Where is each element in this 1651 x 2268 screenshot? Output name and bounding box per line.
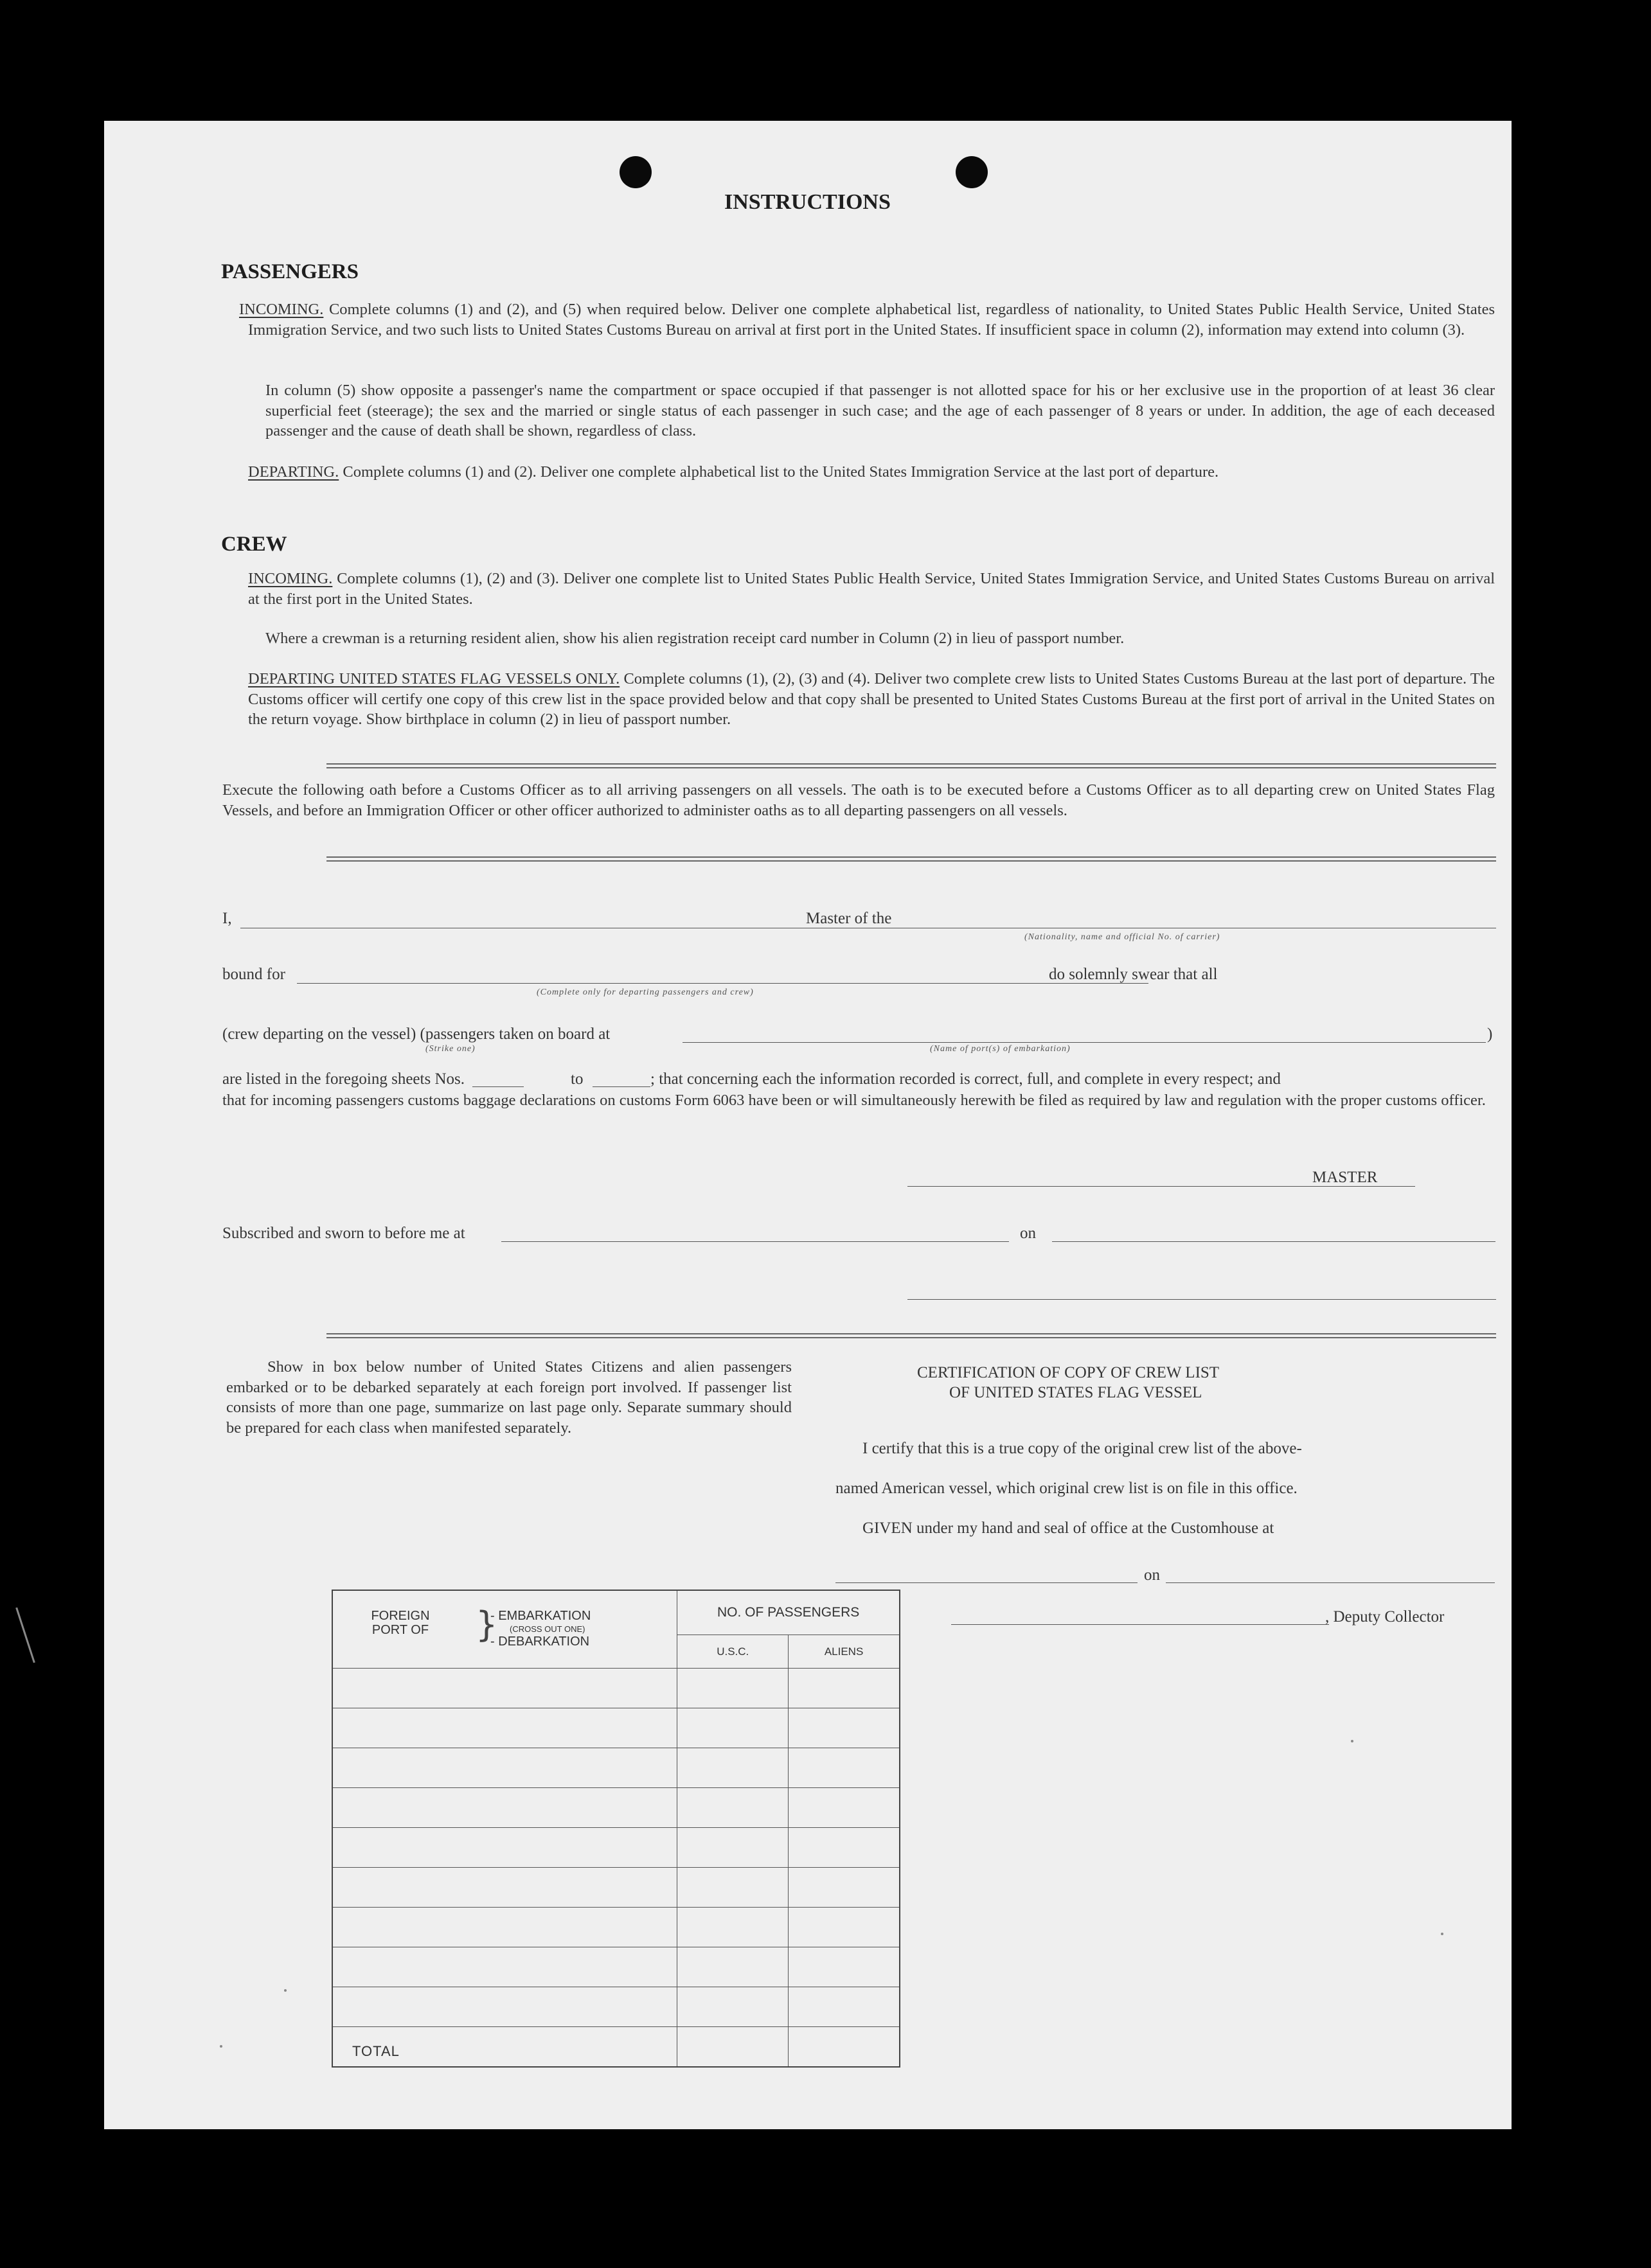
- summary-instructions: Show in box below number of United States Citizens and alien passengers embarked or to be debarked separately at each foreign port involved. If passenger list consists of more than one page, summarize on last page only. Separate summary should be prepared for each class when manifested separately.: [226, 1358, 792, 1437]
- total-usc-cell[interactable]: [677, 2027, 789, 2067]
- aliens-cell[interactable]: [789, 1748, 900, 1788]
- crew-incoming-label: INCOMING.: [248, 570, 333, 587]
- usc-cell[interactable]: [677, 1828, 789, 1868]
- aliens-cell[interactable]: [789, 1669, 900, 1708]
- oath-i-label: I,: [222, 910, 232, 927]
- passengers-incoming-text: [239, 299, 1495, 340]
- brace-icon: }: [476, 1604, 498, 1645]
- cross-out-label: (CROSS OUT ONE): [510, 1624, 585, 1634]
- port-cell[interactable]: [332, 1828, 677, 1868]
- crew-departing-option: (crew departing on the vessel) (passengers taken on board at: [222, 1025, 611, 1043]
- crew-departing-text: [248, 669, 1495, 730]
- port-cell[interactable]: [332, 1669, 677, 1708]
- departing-caption: (Complete only for departing passengers and crew): [537, 988, 754, 997]
- cert-date-field[interactable]: [1166, 1582, 1495, 1583]
- embarkation-port-field[interactable]: [683, 1042, 1486, 1043]
- aliens-cell[interactable]: [789, 1987, 900, 2027]
- aliens-cell[interactable]: [789, 1788, 900, 1828]
- no-of-passengers-header: NO. OF PASSENGERS: [677, 1590, 900, 1635]
- port-cell[interactable]: [332, 1987, 677, 2027]
- crew-incoming-body: Complete columns (1), (2) and (3). Deliver one complete list to United States Public Health Service, United States Immigration Service, and United States Customs Bureau on arrival at the first port in the United States.: [248, 570, 1495, 608]
- master-of-label: Master of the: [806, 910, 892, 927]
- cert-title-line1: CERTIFICATION OF COPY OF CREW LIST: [917, 1364, 1220, 1381]
- strike-one-caption: (Strike one): [425, 1044, 476, 1054]
- listed-suffix: ; that concerning each the information recorded is correct, full, and complete in every respect; and: [650, 1070, 1281, 1088]
- page-title: INSTRUCTIONS: [724, 190, 891, 214]
- crew-heading: CREW: [221, 533, 287, 556]
- crew-departing-body: Complete columns (1), (2), (3) and (4). Deliver two complete crew lists to United States Customs Bureau at the last port of departure. The Customs officer will certify one copy of this crew list in the space provided below and that copy shall be presented to United States Customs Bureau at the first port of arrival in the United States on the return voyage. Show birthplace in column (2) in lieu of passport number.: [248, 670, 1495, 728]
- margin-scratch: [15, 1608, 35, 1663]
- listed-rest: that for incoming passengers customs baggage declarations on customs Form 6063 have been or will simultaneously herewith be filed as required by law and regulation with the proper customs officer.: [222, 1092, 1486, 1109]
- close-paren: ): [1487, 1025, 1493, 1043]
- port-cell[interactable]: [332, 1947, 677, 1987]
- passengers-incoming-body: Complete columns (1) and (2), and (5) when required below. Deliver one complete alphabetical list, regardless of nationality, to United States Public Health Service, United States Immigration Service, and two such lists to United States Customs Bureau on arrival at first port in the United States. If insufficient space in column (2), information may extend into column (3).: [248, 301, 1495, 339]
- deputy-collector-label: , Deputy Collector: [1325, 1608, 1445, 1626]
- officer-signature-field[interactable]: [907, 1299, 1496, 1300]
- usc-cell[interactable]: [677, 1669, 789, 1708]
- crew-incoming-text: [248, 569, 1495, 609]
- oath-intro: Execute the following oath before a Customs Officer as to all arriving passengers on all vessels. The oath is to be executed before a Customs Officer as to all departing crew on United States Flag Vessels, and before an Immigration Officer or other officer authorized to administer oaths as to all departing passengers on all vessels.: [222, 781, 1495, 819]
- cert-given: GIVEN under my hand and seal of office at the Customhouse at: [862, 1519, 1274, 1537]
- aliens-cell[interactable]: [789, 1708, 900, 1748]
- sheet-from-field[interactable]: [472, 1086, 524, 1087]
- sworn-on-label: on: [1020, 1225, 1036, 1242]
- customhouse-field[interactable]: [835, 1582, 1138, 1583]
- usc-cell[interactable]: [677, 1708, 789, 1748]
- cert-certify-line2: named American vessel, which original crew list is on file in this office.: [835, 1480, 1298, 1497]
- debarkation-label: - DEBARKATION: [490, 1635, 590, 1649]
- port-header-cell: [332, 1590, 677, 1669]
- aliens-cell[interactable]: [789, 1947, 900, 1987]
- bound-for-label: bound for: [222, 966, 285, 983]
- passengers-incoming-label: INCOMING.: [239, 301, 324, 318]
- crew-departing-label: DEPARTING UNITED STATES FLAG VESSELS ONLY.: [248, 670, 620, 687]
- listed-to: to: [571, 1070, 584, 1088]
- aliens-header: ALIENS: [789, 1635, 900, 1669]
- divider-top: [326, 763, 1496, 768]
- sheet-to-field[interactable]: [593, 1086, 650, 1087]
- passengers-departing-label: DEPARTING.: [248, 463, 339, 481]
- usc-cell[interactable]: [677, 1947, 789, 1987]
- usc-cell[interactable]: [677, 1868, 789, 1908]
- total-label: TOTAL: [352, 2042, 400, 2059]
- port-cell[interactable]: [332, 1708, 677, 1748]
- passenger-summary-table: [332, 1590, 900, 2068]
- crew-resident-text: Where a crewman is a returning resident alien, show his alien registration receipt card number in Column (2) in lieu of passport number.: [265, 630, 1125, 647]
- passengers-column5-text: In column (5) show opposite a passenger's name the compartment or space occupied if that passenger is not allotted space for his or her exclusive use in the proportion of at least 36 clear superficial feet (steerage); the sex and the married or single status of each passenger in such case; and the age of each passenger of 8 years or under. In addition, the age of each deceased passenger and the cause of death shall be shown, regardless of class.: [265, 382, 1495, 439]
- usc-header: U.S.C.: [677, 1635, 789, 1669]
- aliens-cell[interactable]: [789, 1828, 900, 1868]
- port-cell[interactable]: [332, 1748, 677, 1788]
- usc-cell[interactable]: [677, 1748, 789, 1788]
- divider-bottom: [326, 1333, 1496, 1338]
- cert-title-line2: OF UNITED STATES FLAG VESSEL: [949, 1384, 1202, 1401]
- total-aliens-cell[interactable]: [789, 2027, 900, 2067]
- cert-certify-line1: I certify that this is a true copy of the original crew list of the above-: [862, 1440, 1302, 1457]
- sworn-date-field[interactable]: [1052, 1241, 1495, 1242]
- usc-cell[interactable]: [677, 1788, 789, 1828]
- listed-prefix: are listed in the foregoing sheets Nos.: [222, 1070, 465, 1088]
- total-cell: [332, 2027, 677, 2067]
- passengers-departing-body: Complete columns (1) and (2). Deliver one complete alphabetical list to the United States Immigration Service at the last port of departure.: [343, 463, 1219, 481]
- passengers-heading: PASSENGERS: [221, 260, 359, 283]
- master-label: MASTER: [1312, 1169, 1378, 1186]
- aliens-cell[interactable]: [789, 1868, 900, 1908]
- usc-cell[interactable]: [677, 1987, 789, 2027]
- punch-hole-left: [620, 156, 652, 188]
- divider-oath: [326, 856, 1496, 862]
- embarkation-label: - EMBARKATION: [490, 1609, 591, 1623]
- aliens-cell[interactable]: [789, 1908, 900, 1947]
- punch-hole-right: [956, 156, 988, 188]
- passengers-departing-text: [248, 462, 1495, 483]
- deputy-signature-field[interactable]: [951, 1624, 1329, 1625]
- swear-text: do solemnly swear that all: [1049, 966, 1218, 983]
- port-cell[interactable]: [332, 1868, 677, 1908]
- sworn-location-field[interactable]: [501, 1241, 1009, 1242]
- cert-on-label: on: [1144, 1566, 1160, 1584]
- foreign-port-label: FOREIGN PORT OF: [371, 1609, 430, 1637]
- port-cell[interactable]: [332, 1908, 677, 1947]
- nationality-caption: (Nationality, name and official No. of carrier): [1024, 932, 1220, 942]
- port-caption: (Name of port(s) of embarkation): [930, 1044, 1071, 1054]
- port-cell[interactable]: [332, 1788, 677, 1828]
- destination-field[interactable]: [297, 983, 1148, 984]
- usc-cell[interactable]: [677, 1908, 789, 1947]
- subscribed-label: Subscribed and sworn to before me at: [222, 1225, 465, 1242]
